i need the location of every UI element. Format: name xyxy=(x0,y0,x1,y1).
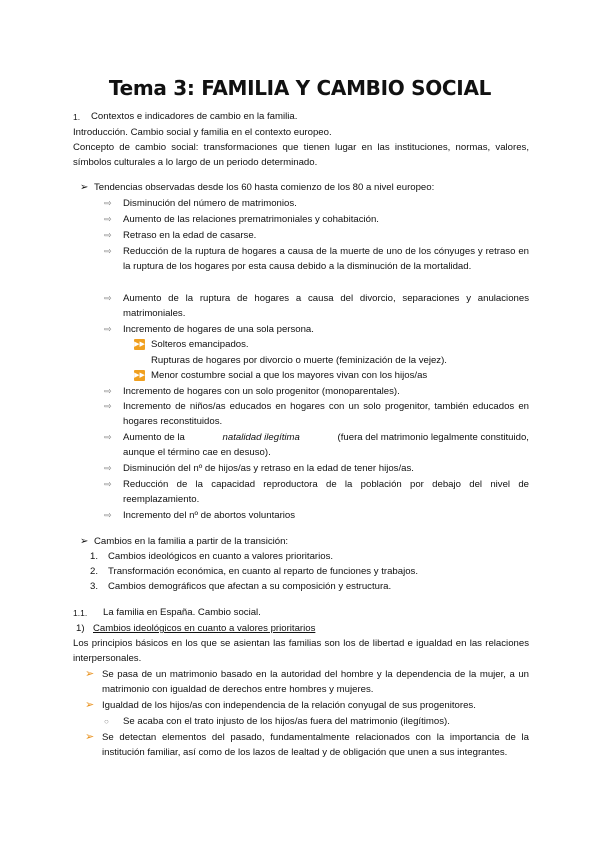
double-arrow-icon: ⇨ xyxy=(104,510,112,520)
double-arrow-icon: ⇨ xyxy=(104,432,112,442)
double-arrow-icon: ⇨ xyxy=(104,386,112,396)
concept-paragraph: Concepto de cambio social: transformaciones que tienen lugar en las instituciones, normas, valores, símbolos culturales a lo largo de un periodo determinado. xyxy=(73,142,529,168)
natalidad-pre: Aumento de la xyxy=(123,432,185,443)
double-arrow-icon: ⇨ xyxy=(104,230,112,240)
fast-forward-icon: ▶▶ xyxy=(134,341,145,348)
sub-heading: Cambios ideológicos en cuanto a valores prioritarios xyxy=(93,623,316,634)
natalidad-line xyxy=(123,430,529,445)
principles-paragraph: Los principios básicos en los que se asientan las familias son los de libertad e igualdad en las relaciones interpersonales. xyxy=(73,638,529,664)
list-item: Reducción de la ruptura de hogares a causa de la muerte de uno de los cónyuges y retraso en la ruptura de los hogares por esta causa debido a la disminución de la mortalidad. xyxy=(123,246,529,272)
fast-forward-icon: ▶▶ xyxy=(134,372,145,379)
numbered-marker: 3. xyxy=(90,581,99,592)
list-item: Se pasa de un matrimonio basado en la autoridad del hombre y la dependencia de la mujer, a un matrimonio con igualdad de derechos entre hombres y mujeres. xyxy=(102,669,529,695)
list-item: Incremento de niños/as educados en hogares con un solo progenitor, también educados en hogares reconstituidos. xyxy=(123,401,529,427)
orange-arrowhead-icon: ➢ xyxy=(85,699,95,711)
list-item: Disminución del número de matrimonios. xyxy=(123,198,297,209)
circle-bullet-icon: ○ xyxy=(104,717,109,726)
list-item: Disminución del nº de hijos/as y retraso en la edad de tener hijos/as. xyxy=(123,463,414,474)
transition-heading: Cambios en la familia a partir de la transición: xyxy=(94,536,289,547)
list-item: Incremento del nº de abortos voluntarios xyxy=(123,510,296,521)
list-item: Incremento de hogares con un solo progenitor (monoparentales). xyxy=(123,386,400,397)
list-item: Incremento de hogares de una sola persona. xyxy=(123,324,314,335)
double-arrow-icon: ⇨ xyxy=(104,214,112,224)
natalidad-post: (fuera del matrimonio legalmente constituido, xyxy=(337,432,529,443)
tendencies-heading: Tendencias observadas desde los 60 hasta comienzo de los 80 a nivel europeo: xyxy=(94,182,435,193)
list-item: Aumento de la ruptura de hogares a causa del divorcio, separaciones y anulaciones matrimoniales. xyxy=(123,293,529,319)
numbered-item: Cambios demográficos que afectan a su composición y estructura. xyxy=(108,581,392,592)
numbered-item: Cambios ideológicos en cuanto a valores prioritarios. xyxy=(108,551,334,562)
sub-item: Rupturas de hogares por divorcio o muerte (feminización de la vejez). xyxy=(151,355,447,366)
list-item: Aumento de las relaciones prematrimoniales y cohabitación. xyxy=(123,214,379,225)
sub-item: Se acaba con el trato injusto de los hijos/as fuera del matrimonio (ilegítimos). xyxy=(123,716,450,727)
list-item: Retraso en la edad de casarse. xyxy=(123,230,257,241)
arrowhead-bullet-icon: ➢ xyxy=(80,182,89,193)
arrowhead-bullet-icon: ➢ xyxy=(80,536,89,547)
double-arrow-icon: ⇨ xyxy=(104,198,112,208)
page-title: Tema 3: FAMILIA Y CAMBIO SOCIAL xyxy=(108,76,492,100)
section-number: 1.1. xyxy=(73,608,88,618)
double-arrow-icon: ⇨ xyxy=(104,463,112,473)
sub-number: 1) xyxy=(76,623,85,634)
numbered-marker: 1. xyxy=(90,551,99,562)
numbered-item: Transformación económica, en cuanto al reparto de funciones y trabajos. xyxy=(108,566,419,577)
orange-arrowhead-icon: ➢ xyxy=(85,668,95,680)
double-arrow-icon: ⇨ xyxy=(104,324,112,334)
section-heading: Contextos e indicadores de cambio en la familia. xyxy=(91,111,298,122)
sub-item: Menor costumbre social a que los mayores vivan con los hijos/as xyxy=(151,370,428,381)
double-arrow-icon: ⇨ xyxy=(104,246,112,256)
sub-item: Solteros emancipados. xyxy=(151,339,249,350)
double-arrow-icon: ⇨ xyxy=(104,401,112,411)
numbered-marker: 2. xyxy=(90,566,99,577)
section-heading: La familia en España. Cambio social. xyxy=(103,607,261,618)
list-item: Igualdad de los hijos/as con independencia de la relación conyugal de sus progenitores. xyxy=(102,700,476,711)
list-item: Reducción de la capacidad reproductora de la población por debajo del nivel de reemplazamiento. xyxy=(123,479,529,505)
orange-arrowhead-icon: ➢ xyxy=(85,731,95,743)
intro-line: Introducción. Cambio social y familia en el contexto europeo. xyxy=(73,127,332,138)
double-arrow-icon: ⇨ xyxy=(104,293,112,303)
double-arrow-icon: ⇨ xyxy=(104,479,112,489)
section-number: 1. xyxy=(73,112,81,122)
natalidad-italic: natalidad ilegítima xyxy=(222,432,300,443)
list-item: Se detectan elementos del pasado, fundamentalmente relacionados con la importancia de la institución familiar, así como de los lazos de lealtad y de obligación que unen a sus integrantes. xyxy=(102,732,529,758)
natalidad-line-2: aunque el término cae en desuso). xyxy=(123,447,271,458)
